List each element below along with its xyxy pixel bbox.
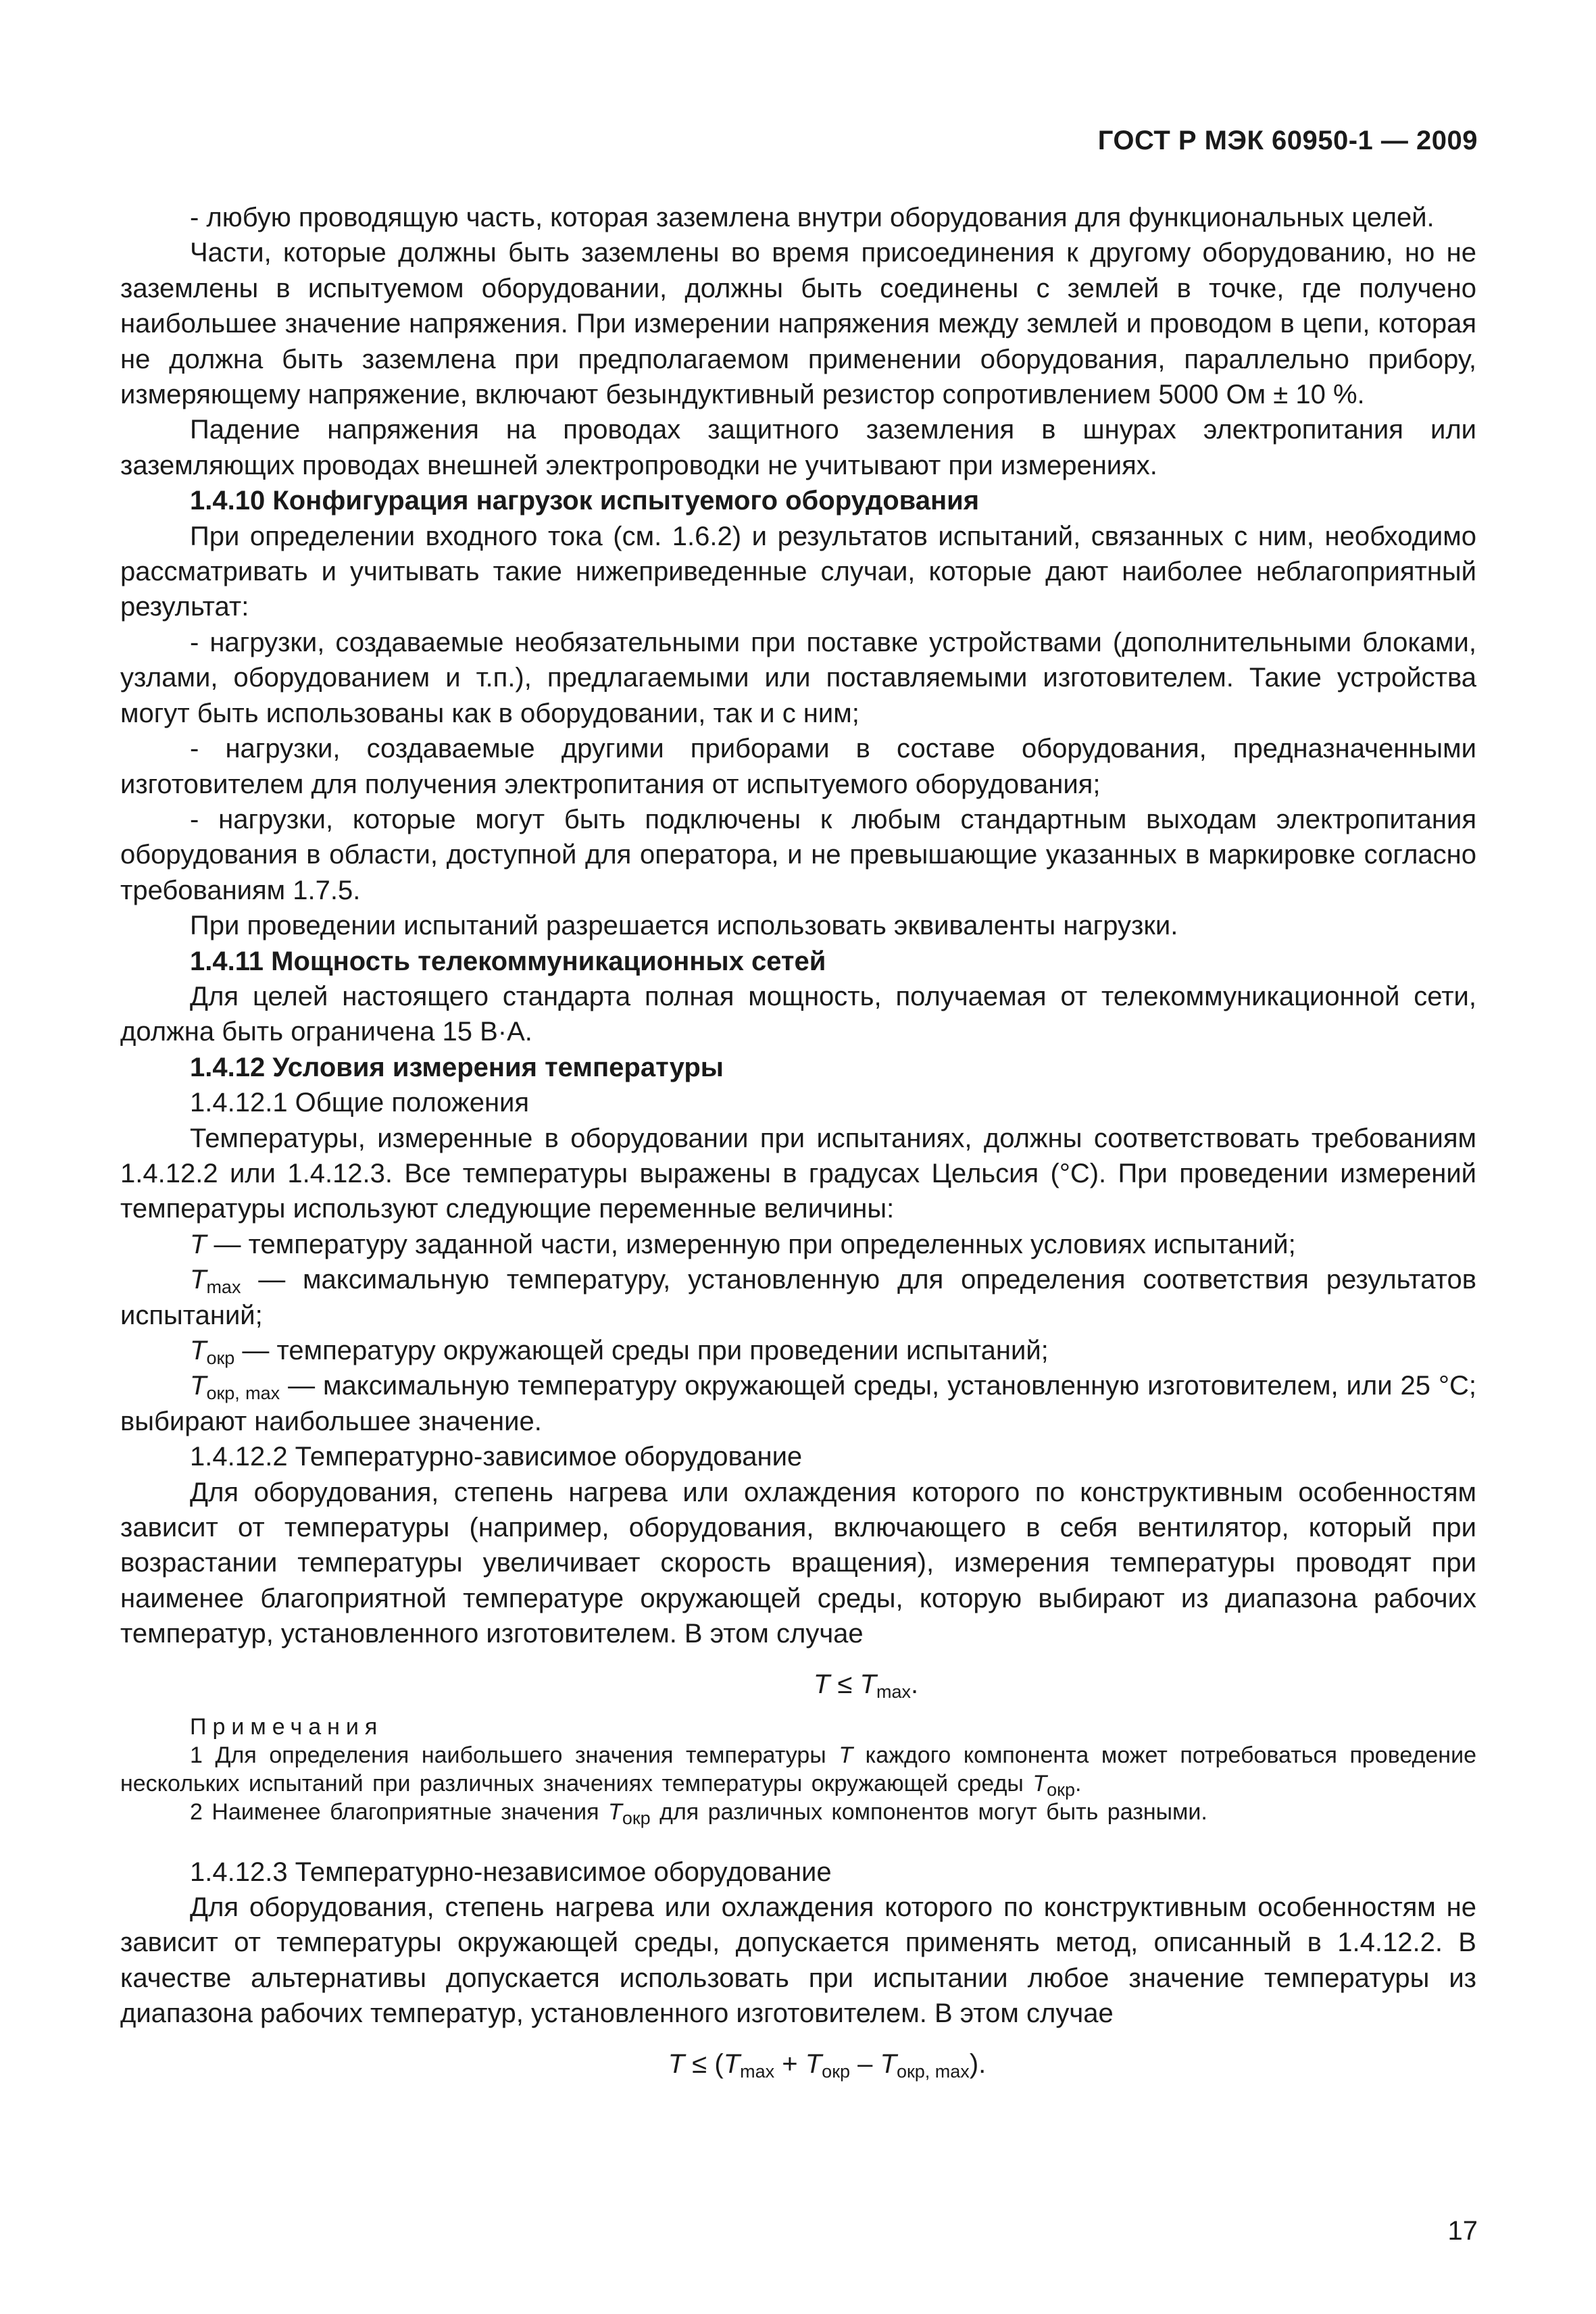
paragraph: При проведении испытаний разрешается использовать эквиваленты нагрузки. xyxy=(190,911,1178,941)
paragraph: Температуры, измеренные в оборудовании при испытаниях, должны соответствовать требованиям 1.4.12.2 или 1.4.12.3. Все температуры выражены в градусах Цельсия (°С). При проведении измерений температуры используют следующие переменные величины: xyxy=(120,1123,1476,1224)
document-body xyxy=(120,200,1476,2082)
paragraph: Части, которые должны быть заземлены во время присоединения к другому оборудованию, но не заземлены в испытуемом оборудовании, должны быть соединены с землей в точке, где получено наибольшее значение напряжения. При измерении напряжения между землей и проводом в цепи, которая не должна быть заземлена при предполагаемом применении оборудования, параллельно прибору, измеряющему напряжение, включают безындуктивный резистор сопротивлением 5000 Ом ± 10 %. xyxy=(120,238,1476,410)
paragraph: При определении входного тока (см. 1.6.2) и результатов испытаний, связанных с ним, необходимо рассматривать и учитывать такие нижеприведенные случаи, которые дают наиболее неблагоприятный результат: xyxy=(120,521,1476,622)
section-heading-1-4-11: 1.4.11 Мощность телекоммуникационных сетей xyxy=(190,946,826,976)
list-item: - нагрузки, которые могут быть подключены к любым стандартным выходам электропитания оборудования в области, доступной для оператора, и не превышающие указанных в маркировке согласно требованиям 1.7.5. xyxy=(120,804,1476,905)
paragraph: Для оборудования, степень нагрева или охлаждения которого по конструктивным особенностям не зависит от температуры окружающей среды, допускается применять метод, описанный в 1.4.12.2. В качестве альтернативы допускается использовать при испытании любое значение температуры из диапазона рабочих температур, установленного изготовителем. В этом случае xyxy=(120,1892,1476,2029)
note-1: 1 Для определения наибольшего значения температуры T каждого компонента может потребоваться проведение нескольких испытаний при различных значениях температуры окружающей среды $T_{окр}$. xyxy=(120,1742,1476,1800)
paragraph: - любую проводящую часть, которая заземлена внутри оборудования для функциональных целей. xyxy=(190,203,1435,232)
section-heading-1-4-12: 1.4.12 Условия измерения температуры xyxy=(190,1052,724,1082)
spacer xyxy=(120,1826,1476,1855)
list-item: - нагрузки, создаваемые необязательными при поставке устройствами (дополнительными блоками, узлами, оборудованием и т.п.), предлагаемыми или поставляемыми изготовителем. Такие устройства могут быть использованы как в оборудовании, так и с ним; xyxy=(120,627,1476,728)
subsection-heading-1-4-12-3: 1.4.12.3 Температурно-независимое оборудование xyxy=(190,1857,832,1887)
subsection-heading-1-4-12-1: 1.4.12.1 Общие положения xyxy=(190,1088,530,1118)
paragraph: Для оборудования, степень нагрева или охлаждения которого по конструктивным особенностям зависит от температуры (например, оборудования, включающего в себя вентилятор, который при возрастании температуры увеличивает скорость вращения), измерения температуры проводят при наименее благоприятной температуре окружающей среды, которую выбирают из диапазона рабочих температур, установленного изготовителем. В этом случае xyxy=(120,1477,1476,1649)
variable-definition-tokrmax: $T_{окр, max}$ — максимальную температуру окружающей среды, установленную изготовителем, или 25 °С; выбирают наибольшее значение. xyxy=(120,1371,1476,1436)
subsection-heading-1-4-12-2: 1.4.12.2 Температурно-зависимое оборудование xyxy=(190,1442,803,1472)
formula-t-le-sum: $T \le (T_{max} + T_{окр} - T_{окр, max})$. xyxy=(668,2048,987,2082)
paragraph: Для целей настоящего стандарта полная мощность, получаемая от телекоммуникационной сети, должна быть ограничена 15 В·А. xyxy=(120,981,1476,1047)
list-item: - нагрузки, создаваемые другими приборами в составе оборудования, предназначенными изготовителем для получения электропитания от испытуемого оборудования; xyxy=(120,734,1476,799)
formula-t-le-tmax: $T \le T_{max}$. xyxy=(813,1669,919,1702)
variable-definition-tmax: $T_{max}$ — максимальную температуру, установленную для определения соответствия результатов испытаний; xyxy=(120,1265,1476,1330)
variable-definition-tokr: $T_{окр}$ — температуру окружающей среды при проведении испытаний; xyxy=(190,1336,1049,1368)
page-header: ГОСТ Р МЭК 60950-1 — 2009 xyxy=(1097,126,1478,155)
variable-definition-t: T — температуру заданной части, измеренную при определенных условиях испытаний; xyxy=(190,1229,1296,1259)
page-number: 17 xyxy=(1447,2216,1478,2246)
section-heading-1-4-10: 1.4.10 Конфигурация нагрузок испытуемого оборудования xyxy=(190,486,980,516)
note-2: 2 Наименее благоприятные значения $T_{окр}$ для различных компонентов могут быть разными. xyxy=(190,1799,1207,1828)
paragraph: Падение напряжения на проводах защитного заземления в шнурах электропитания или заземляющих проводах внешней электропроводки не учитывают при измерениях. xyxy=(120,415,1476,480)
notes-block xyxy=(120,1713,1476,1826)
notes-title: Примечания xyxy=(190,1713,384,1740)
